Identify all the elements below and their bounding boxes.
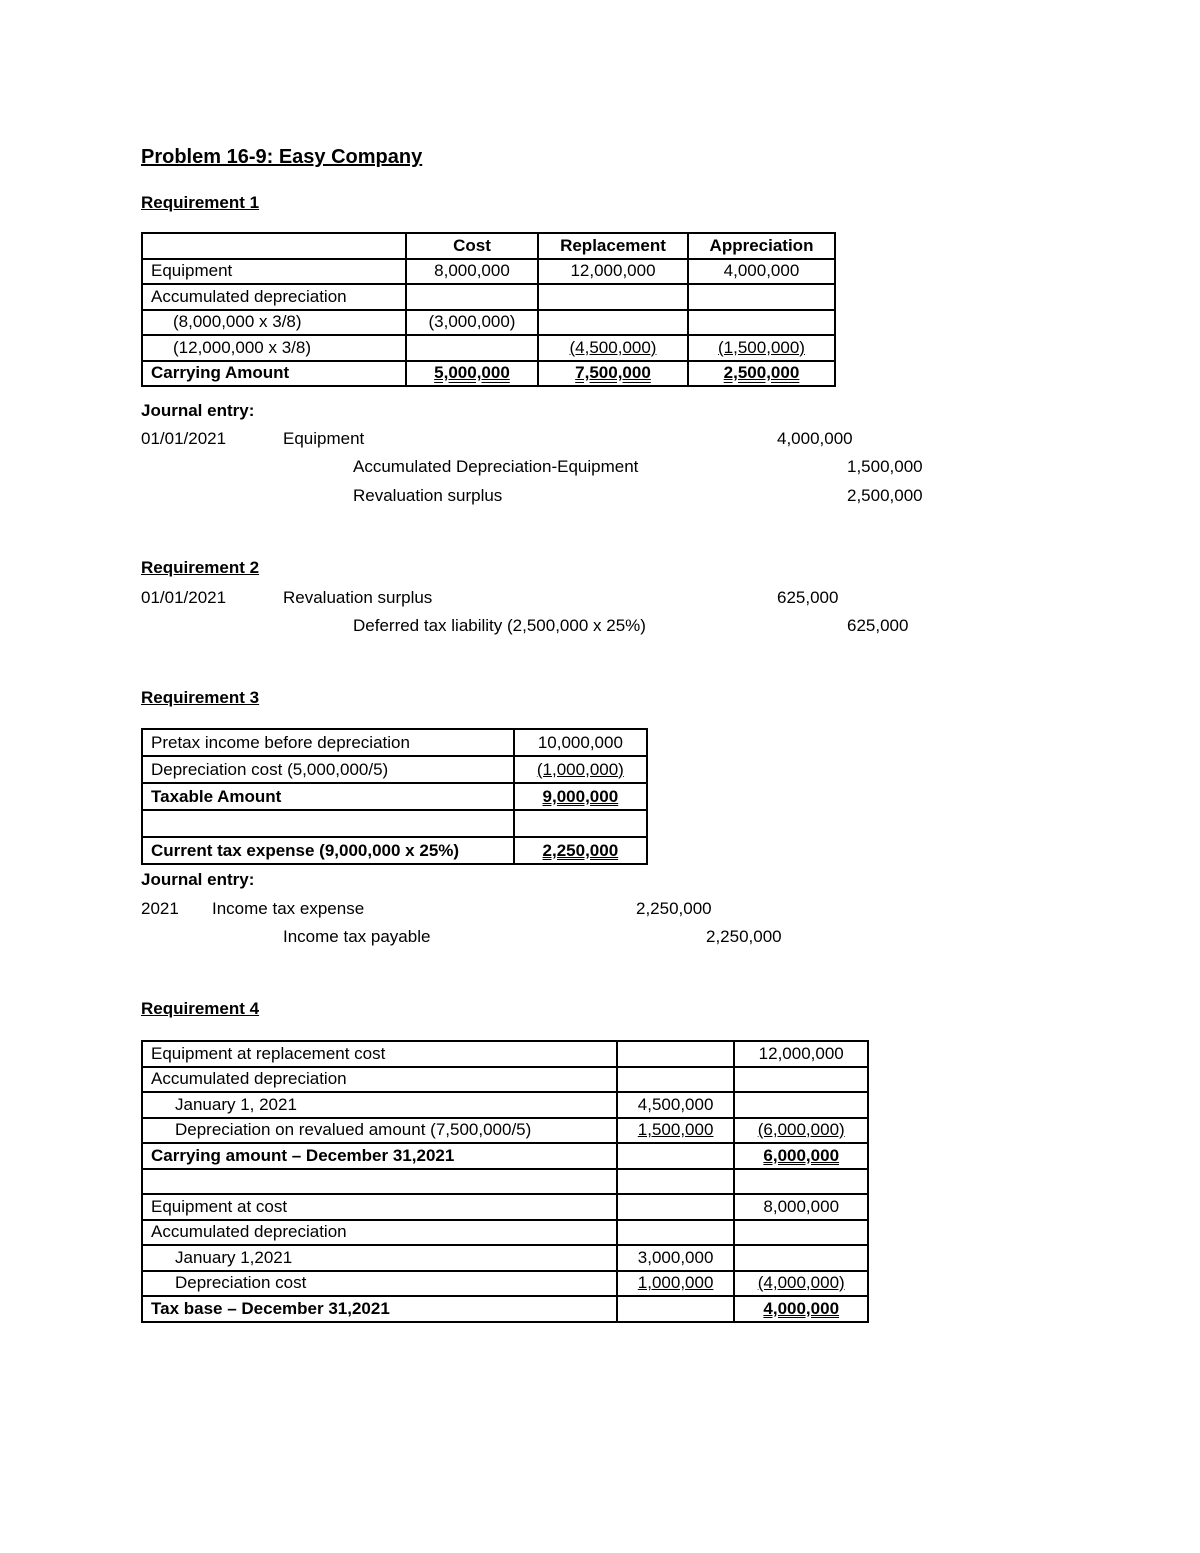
journal-date: 01/01/2021	[141, 588, 227, 607]
journal-credit-amount: 625,000	[847, 616, 909, 635]
table-cell	[406, 284, 538, 310]
table-row	[142, 284, 835, 310]
table-cell: 2,250,000	[514, 837, 647, 864]
table-cell	[617, 1067, 735, 1093]
table-cell: January 1, 2021	[142, 1092, 617, 1118]
table-cell: (4,500,000)	[538, 335, 688, 361]
table-cell: Tax base – December 31,2021	[142, 1296, 617, 1322]
table-cell: Taxable Amount	[142, 783, 514, 810]
table-cell: Cost	[406, 233, 538, 259]
table-cell	[617, 1194, 735, 1220]
table-cell: 2,500,000	[688, 361, 835, 387]
req4-table	[141, 1040, 869, 1323]
table-cell: Accumulated depreciation	[142, 1220, 617, 1246]
table-cell: Appreciation	[688, 233, 835, 259]
table-row	[142, 1271, 868, 1297]
table-cell	[617, 1041, 735, 1067]
table-cell: January 1,2021	[142, 1245, 617, 1271]
table-row	[142, 783, 647, 810]
journal-credit-amount: 2,250,000	[706, 927, 782, 946]
table-total-row	[142, 1143, 868, 1169]
table-cell	[142, 810, 514, 837]
table-cell: Depreciation cost	[142, 1271, 617, 1297]
table-row	[142, 756, 647, 783]
table-row	[142, 1067, 868, 1093]
table-cell	[406, 335, 538, 361]
table-cell	[617, 1220, 735, 1246]
table-cell: 6,000,000	[734, 1143, 868, 1169]
table-cell: 12,000,000	[734, 1041, 868, 1067]
table-cell: Equipment at replacement cost	[142, 1041, 617, 1067]
table-cell: 4,000,000	[688, 259, 835, 285]
table-cell	[688, 310, 835, 336]
table-cell: 1,000,000	[617, 1271, 735, 1297]
table-row	[142, 729, 647, 756]
table-cell: (1,000,000)	[514, 756, 647, 783]
table-cell: 4,500,000	[617, 1092, 735, 1118]
table-cell: (6,000,000)	[734, 1118, 868, 1144]
table-row	[142, 1169, 868, 1195]
req4-heading: Requirement 4	[141, 999, 260, 1018]
table-cell: Accumulated depreciation	[142, 1067, 617, 1093]
table-row	[142, 1194, 868, 1220]
table-total-row	[142, 1296, 868, 1322]
req2-heading: Requirement 2	[141, 558, 260, 577]
journal-credit-account: Deferred tax liability (2,500,000 x 25%)	[353, 616, 646, 635]
table-row	[142, 1220, 868, 1246]
journal-credit-account: Income tax payable	[283, 927, 431, 946]
table-cell: (8,000,000 x 3/8)	[142, 310, 406, 336]
journal-debit-account: Income tax expense	[212, 899, 365, 918]
table-cell: (3,000,000)	[406, 310, 538, 336]
table-cell	[142, 1169, 617, 1195]
table-cell	[538, 284, 688, 310]
table-cell: Equipment	[142, 259, 406, 285]
table-cell: (1,500,000)	[688, 335, 835, 361]
table-row	[142, 335, 835, 361]
journal-debit-amount: 4,000,000	[777, 429, 853, 448]
table-cell: Pretax income before depreciation	[142, 729, 514, 756]
table-cell: 5,000,000	[406, 361, 538, 387]
table-cell: 3,000,000	[617, 1245, 735, 1271]
table-total-row	[142, 837, 647, 864]
journal-credit-amount: 2,500,000	[847, 486, 923, 505]
table-cell: (12,000,000 x 3/8)	[142, 335, 406, 361]
journal-credit-amount: 1,500,000	[847, 457, 923, 476]
table-cell: Carrying Amount	[142, 361, 406, 387]
req1-table	[141, 232, 836, 387]
table-cell	[734, 1169, 868, 1195]
journal-date: 2021	[141, 899, 179, 918]
req1-heading: Requirement 1	[141, 193, 260, 212]
table-cell	[514, 810, 647, 837]
table-cell	[617, 1296, 735, 1322]
req3-table	[141, 728, 648, 865]
table-cell: 9,000,000	[514, 783, 647, 810]
table-cell: (4,000,000)	[734, 1271, 868, 1297]
req1-journal-label: Journal entry:	[141, 401, 255, 420]
table-cell: 12,000,000	[538, 259, 688, 285]
document-title: Problem 16-9: Easy Company	[141, 146, 423, 168]
table-cell	[734, 1067, 868, 1093]
table-cell	[617, 1143, 735, 1169]
table-cell	[734, 1092, 868, 1118]
table-cell	[142, 233, 406, 259]
journal-credit-account: Accumulated Depreciation-Equipment	[353, 457, 639, 476]
table-cell	[538, 310, 688, 336]
table-cell	[688, 284, 835, 310]
table-cell: 8,000,000	[734, 1194, 868, 1220]
table-cell: Depreciation cost (5,000,000/5)	[142, 756, 514, 783]
journal-debit-account: Equipment	[283, 429, 365, 448]
table-row	[142, 810, 647, 837]
table-total-row	[142, 361, 835, 387]
table-cell: Equipment at cost	[142, 1194, 617, 1220]
table-row	[142, 1041, 868, 1067]
table-cell	[734, 1245, 868, 1271]
table-row	[142, 1245, 868, 1271]
table-cell	[617, 1169, 735, 1195]
table-cell: 10,000,000	[514, 729, 647, 756]
journal-date: 01/01/2021	[141, 429, 227, 448]
table-cell: Current tax expense (9,000,000 x 25%)	[142, 837, 514, 864]
table-cell: 4,000,000	[734, 1296, 868, 1322]
req3-journal-label: Journal entry:	[141, 870, 255, 889]
table-header-row	[142, 233, 835, 259]
table-row	[142, 1092, 868, 1118]
table-cell	[734, 1220, 868, 1246]
req3-heading: Requirement 3	[141, 688, 260, 707]
table-cell: Carrying amount – December 31,2021	[142, 1143, 617, 1169]
table-cell: Accumulated depreciation	[142, 284, 406, 310]
table-cell: 1,500,000	[617, 1118, 735, 1144]
journal-debit-amount: 625,000	[777, 588, 839, 607]
table-cell: 8,000,000	[406, 259, 538, 285]
table-cell: 7,500,000	[538, 361, 688, 387]
journal-debit-amount: 2,250,000	[636, 899, 712, 918]
journal-credit-account: Revaluation surplus	[353, 486, 503, 505]
table-row	[142, 310, 835, 336]
journal-debit-account: Revaluation surplus	[283, 588, 433, 607]
table-cell: Depreciation on revalued amount (7,500,000/5)	[142, 1118, 617, 1144]
table-row	[142, 1118, 868, 1144]
table-cell: Replacement	[538, 233, 688, 259]
table-row	[142, 259, 835, 285]
